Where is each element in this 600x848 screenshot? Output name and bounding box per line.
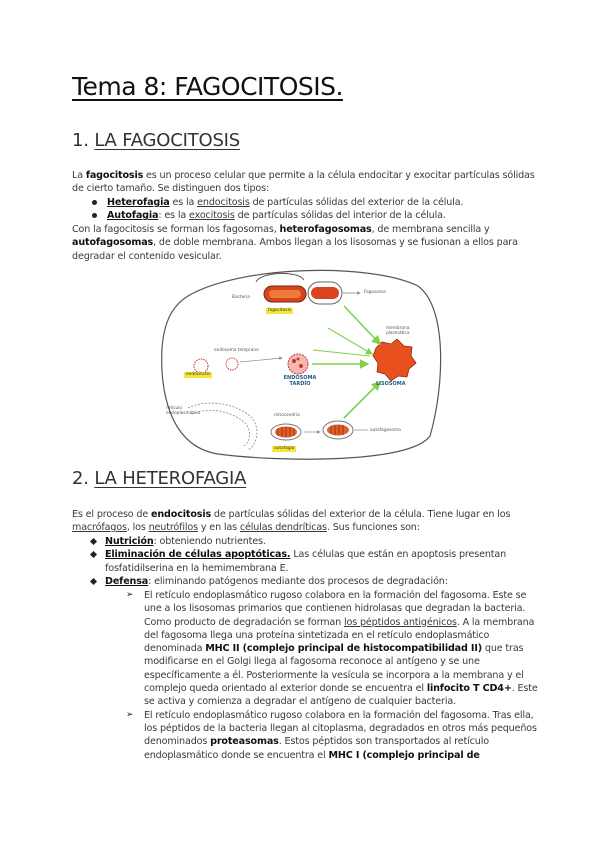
list-item-term: Eliminación de células apoptóticas. [105, 549, 291, 561]
list-item-text [144, 709, 538, 762]
section-2-title: LA HETEROFAGIA [94, 468, 247, 489]
mhc-ii-term: MHC II (complejo principal de histocompatibilidad II) [205, 643, 482, 655]
s2-sep2: y en las [197, 522, 240, 534]
section-1-paragraph-2 [72, 223, 537, 263]
late-endosome-shape [288, 354, 308, 374]
mhc-i-term: MHC I (complejo principal de [328, 749, 480, 761]
list-item-text [105, 535, 266, 548]
list-item-rest: Las células que están en apoptosis presentan fosfatidilserina en la hemimembrana E. [105, 549, 507, 574]
list-item [126, 589, 538, 709]
sub2-b: . Estos péptidos son transportados al retículo endoplasmático donde se encuentra el [144, 736, 489, 761]
list-item-text [107, 209, 446, 222]
linfocito-term: linfocito T CD4+ [426, 683, 512, 695]
bullet-dot-icon [92, 213, 97, 218]
bullet-dot-icon [92, 200, 97, 205]
label-endosoma-tardio: ENDOSOMA TARDÍO [283, 375, 317, 387]
page-title: Tema 8: FAGOCITOSIS. [72, 72, 343, 101]
tag-endocitosis: endocitosis [186, 372, 211, 377]
endocitosis-term: endocitosis [151, 509, 212, 520]
autophagosome-shape [327, 425, 349, 436]
list-item [88, 575, 538, 588]
list-item-underlined: endocitosis [197, 197, 250, 208]
section-2-heading [72, 468, 246, 489]
section-2-number: 2. [72, 468, 89, 489]
heterofagosomas-term: heterofagosomas [279, 224, 372, 235]
autofagosomas-term: autofagosomas [72, 237, 154, 249]
label-fagosoma: Fagosoma [364, 290, 386, 295]
list-item-underlined: exocitosis [189, 210, 235, 222]
list-item-mid: : es la [158, 210, 190, 222]
list-item [126, 709, 538, 762]
para2-text: Con la fagocitosis se forman los fagosomas, [72, 224, 280, 235]
list-item-rest: de partículas sólidas del interior de la célula. [234, 210, 446, 222]
tag-fagocitosis: fagocitosis [268, 308, 292, 313]
label-endosoma-temprano: endosoma temprano [214, 348, 259, 353]
section-1-intro [72, 169, 537, 196]
diamond-bullet-icon [90, 551, 97, 558]
list-item [88, 196, 538, 209]
intro-term: fagocitosis [85, 170, 144, 181]
defense-subprocesses-list [126, 589, 538, 762]
label-autofagosoma: autofagosoma [370, 428, 401, 433]
s2-sep1: , los [126, 522, 149, 534]
label-membrana: membrana plasmática [386, 326, 410, 336]
section-1-heading [72, 130, 240, 151]
diamond-bullet-icon [90, 578, 97, 585]
section-2-intro [72, 508, 537, 535]
list-item [88, 209, 538, 222]
list-item-text [107, 196, 463, 209]
macrofagos-text: macrófagos [72, 522, 127, 534]
list-item-text [144, 589, 538, 709]
fagosoma-shape [311, 287, 339, 299]
label-reticulo: retículo endoplasmático [166, 406, 201, 416]
tag-autofagia: autofagia [274, 446, 295, 451]
list-item-term: Defensa [105, 575, 149, 587]
diamond-bullet-icon [90, 538, 97, 545]
sub1-b: . A la membrana del fagosoma llega una proteína sintetizada en el retículo endoplasmático denominada [144, 616, 535, 655]
para2-text-b: , de membrana sencilla y [371, 224, 490, 235]
intro-text-rest: es un proceso celular que permite a la célula endocitar y exocitar partículas sólidas de cierto tamaño. Se distinguen dos tipos: [72, 170, 535, 195]
list-item-mid: es la [169, 197, 198, 208]
list-item-rest: de partículas sólidas del exterior de la célula. [249, 197, 464, 208]
peptidos-antigenicos-text: los péptidos antigénicos [344, 616, 457, 628]
list-item-rest: : eliminando patógenos mediante dos procesos de degradación: [148, 575, 448, 587]
list-item-text [105, 548, 538, 575]
sub2-a: El retículo endoplasmático rugoso colabora en la formación del fagosoma. Tras ella, los péptidos de la bacteria llegan al citoplasma, degradados en otros más pequeños denominados [144, 709, 537, 748]
sub1-a: El retículo endoplasmático rugoso colabora en la formación del fagosoma. Este se une a los lisosomas primarios que contienen hidrolasas que degradan la bacteria. Como producto de degradación se forman [144, 590, 527, 628]
neutrofilos-text: neutrófilos [148, 522, 198, 534]
intro-text: La [72, 170, 86, 181]
arrow-bullet-icon: ➢ [126, 709, 134, 720]
label-bacteria: Bacteria [232, 295, 250, 300]
lysosome-shape [373, 339, 416, 381]
list-item [88, 535, 538, 548]
list-item-rest: : obteniendo nutrientes. [153, 536, 266, 547]
proteasomas-term: proteasomas [210, 736, 279, 748]
sub1-d: . Este se activa y comienza a degradar el antígeno de cualquier bacteria. [144, 683, 538, 708]
functions-list [88, 535, 538, 588]
s2-intro-b: de partículas sólidas del exterior de la célula. Tiene lugar en los [211, 509, 511, 520]
list-item [88, 548, 538, 575]
s2-intro-c: . Sus funciones son: [326, 522, 420, 534]
section-1-title: LA FAGOCITOSIS [94, 130, 241, 151]
phagocytosis-diagram [148, 268, 443, 460]
list-item-text [105, 575, 448, 588]
celulas-dendriticas-text: células dendríticas [239, 522, 327, 534]
list-item-term: Nutrición [105, 536, 154, 547]
fagocitosis-types-list [88, 196, 538, 223]
label-mitocondria: mitocondria [274, 413, 300, 418]
list-item-term: Autofagia [107, 210, 159, 222]
para2-text-c: , de doble membrana. Ambos llegan a los lisosomas y se fusionan a ellos para degradar el contenido vesicular. [72, 237, 518, 262]
section-1-number: 1. [72, 130, 89, 151]
list-item-term: Heterofagia [107, 197, 170, 208]
s2-intro-a: Es el proceso de [72, 509, 152, 520]
arrow-bullet-icon: ➢ [126, 590, 134, 600]
sub1-c: que tras modificarse en el Golgi llega al fagosoma reconoce al antígeno y se une específicamente a él. Posteriormente la vesícula se incorpora a la membrana y el complejo queda orientado al exterior donde se encuentra el [144, 643, 524, 695]
label-lisosoma: LISOSOMA [376, 381, 406, 387]
